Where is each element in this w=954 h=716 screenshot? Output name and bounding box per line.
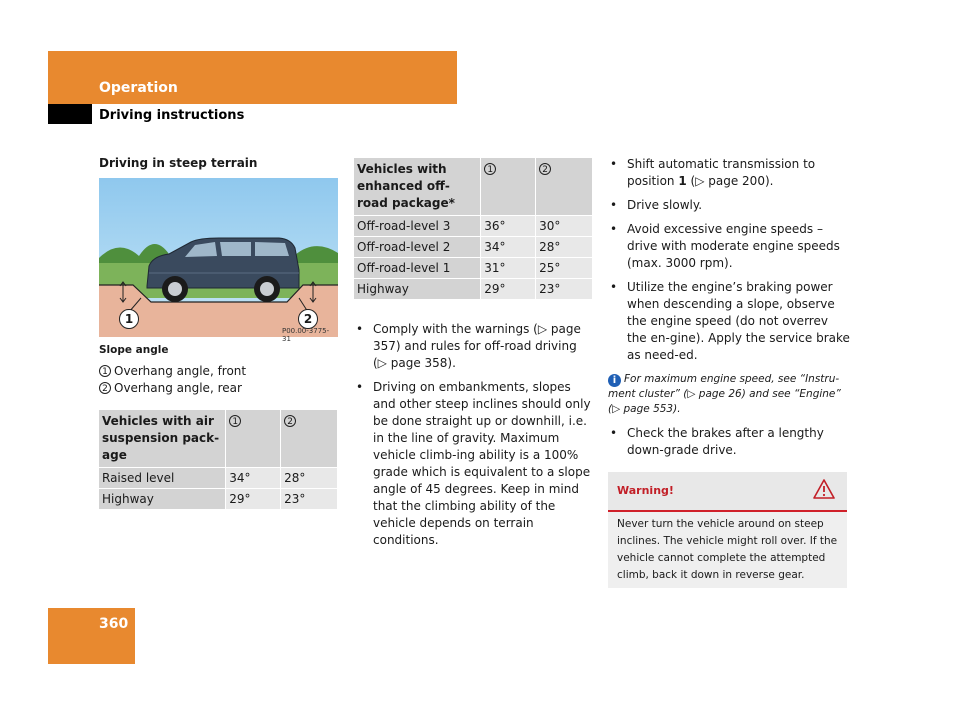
figure-marker-1: 1 bbox=[119, 308, 139, 329]
info-icon: i bbox=[608, 374, 621, 387]
legend-text: Overhang angle, front bbox=[114, 364, 247, 378]
table-cell: 34° bbox=[226, 468, 281, 489]
page-number: 360 bbox=[99, 616, 129, 632]
table-cell: 23° bbox=[281, 489, 338, 510]
table-cell: Highway bbox=[354, 279, 481, 300]
legend-marker: 1 bbox=[99, 365, 111, 377]
table-cell: 23° bbox=[536, 279, 593, 300]
subsection-title: Driving instructions bbox=[99, 108, 245, 123]
table-cell: 31° bbox=[481, 258, 536, 279]
table-cell: Raised level bbox=[99, 468, 226, 489]
list-item: • Driving on embankments, slopes and other steep inclines should only be done straight up or downhill, i.e. in the line of gravity. Maximum vehicle climb-ing ability is a 100% grade which is equivalent to a slope angle of 45 degrees. Keep in mind that the climbing ability of the vehicle depends on terrain conditions. bbox=[354, 379, 592, 549]
table-cell: 34° bbox=[481, 237, 536, 258]
table-header-cell: Vehicles with air suspension pack-age bbox=[99, 410, 226, 468]
legend-item-2 bbox=[99, 381, 242, 395]
right-bullet-list-2 bbox=[608, 425, 850, 459]
table-cell: Off-road-level 2 bbox=[354, 237, 481, 258]
subsection-marker bbox=[48, 104, 92, 124]
table-row bbox=[354, 237, 593, 258]
table-cell: 28° bbox=[281, 468, 338, 489]
table-cell: Off-road-level 1 bbox=[354, 258, 481, 279]
table-header-row bbox=[99, 410, 338, 468]
list-item: • Check the brakes after a lengthy down-grade drive. bbox=[608, 425, 850, 459]
table-cell: 25° bbox=[536, 258, 593, 279]
middle-bullet-list bbox=[354, 321, 592, 549]
slope-angle-figure bbox=[99, 178, 338, 343]
figure-marker-2: 2 bbox=[298, 308, 318, 329]
table-header-cell: 1 bbox=[226, 410, 281, 468]
table-row bbox=[99, 489, 338, 510]
table-cell: 29° bbox=[226, 489, 281, 510]
table-cell: 29° bbox=[481, 279, 536, 300]
table-cell: 28° bbox=[536, 237, 593, 258]
table-cell: Highway bbox=[99, 489, 226, 510]
table-cell: Off-road-level 3 bbox=[354, 216, 481, 237]
table-cell: 30° bbox=[536, 216, 593, 237]
table-row bbox=[99, 468, 338, 489]
table-header-cell: 2 bbox=[281, 410, 338, 468]
table-header-cell: 1 bbox=[481, 158, 536, 216]
table-row bbox=[354, 216, 593, 237]
table-cell: 36° bbox=[481, 216, 536, 237]
table-row bbox=[354, 279, 593, 300]
list-item: • Avoid excessive engine speeds – drive with moderate engine speeds (max. 3000 rpm). bbox=[608, 221, 850, 272]
list-item: • Drive slowly. bbox=[608, 197, 850, 214]
warning-text: Never turn the vehicle around on steep inclines. The vehicle might roll over. If the vehicle cannot complete the attempted climb, back it down in reverse gear. bbox=[617, 518, 838, 581]
air-suspension-table bbox=[99, 410, 338, 510]
list-item: • Utilize the engine’s braking power when descending a slope, observe the engine speed (do not overrev the en-gine). Apply the service brake as need-ed. bbox=[608, 279, 850, 364]
warning-title: Warning! bbox=[617, 484, 674, 497]
list-item: • Shift automatic transmission to position 1 (▷ page 200). bbox=[608, 156, 850, 190]
table-header-cell: Vehicles with enhanced off-road package* bbox=[354, 158, 481, 216]
table-row bbox=[354, 258, 593, 279]
offroad-package-table bbox=[354, 158, 593, 300]
right-bullet-list bbox=[608, 156, 850, 364]
figure-code: P00.00-3775-31 bbox=[282, 327, 330, 343]
info-note bbox=[608, 372, 848, 417]
legend-text: Overhang angle, rear bbox=[114, 381, 242, 395]
list-item: • Comply with the warnings (▷ page 357) and rules for off-road driving (▷ page 358). bbox=[354, 321, 592, 372]
table-header-row bbox=[354, 158, 593, 216]
warning-triangle-icon bbox=[813, 479, 835, 499]
header-bar bbox=[48, 51, 457, 104]
legend-marker: 2 bbox=[99, 382, 111, 394]
page-heading: Driving in steep terrain bbox=[99, 156, 258, 170]
table-header-cell: 2 bbox=[536, 158, 593, 216]
legend-item-1 bbox=[99, 364, 246, 378]
figure-caption: Slope angle bbox=[99, 344, 169, 356]
section-title: Operation bbox=[99, 80, 178, 96]
info-text: For maximum engine speed, see “Instru-ment cluster” (▷ page 26) and see “Engine” (▷ page 553). bbox=[608, 373, 841, 415]
